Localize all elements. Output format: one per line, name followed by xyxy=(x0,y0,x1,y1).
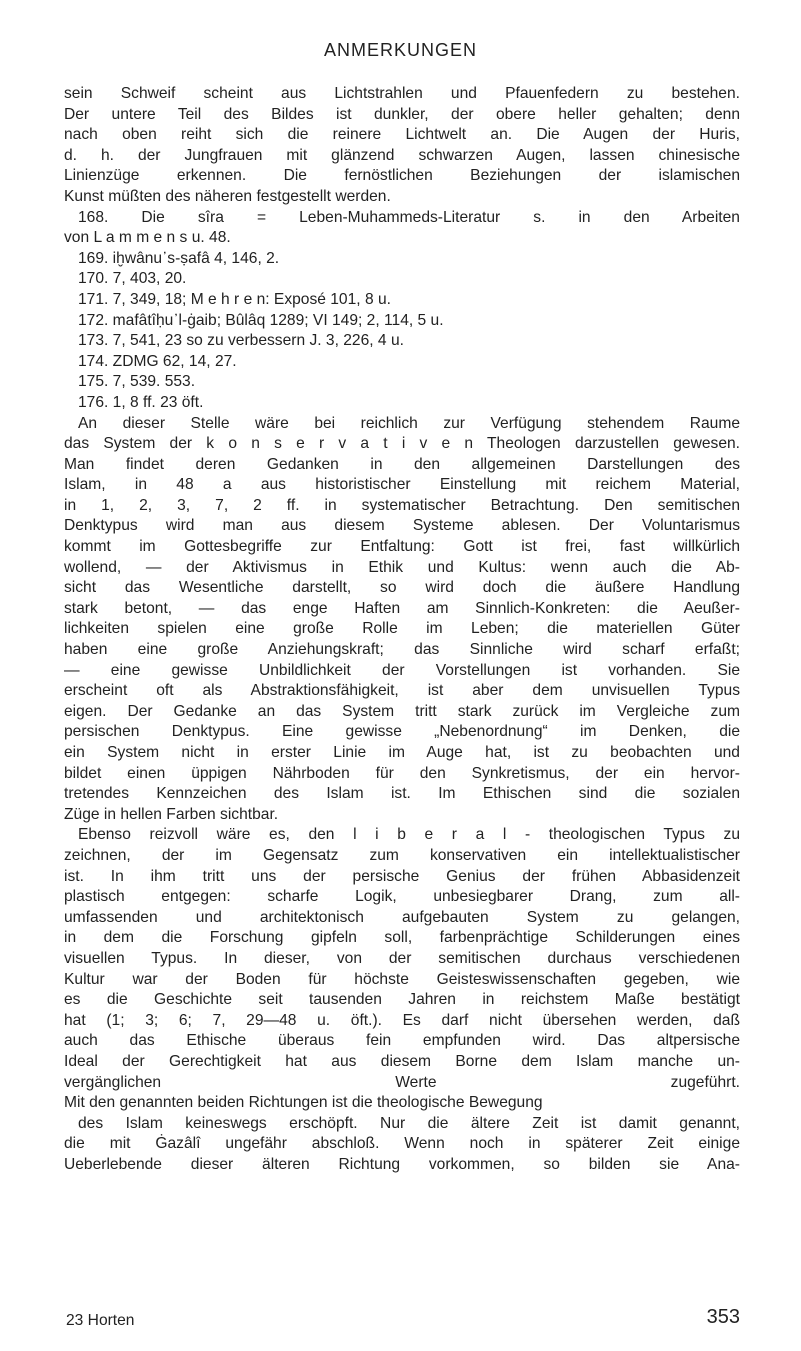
text-line: Ebenso reizvoll wäre es, den l i b e r a l - theologischen Typus zu xyxy=(78,826,740,844)
text-line: Man findet deren Gedanken in den allgemeinen Darstellungen des xyxy=(64,455,740,473)
text-line: es die Geschichte seit tausenden Jahren in reichstem Maße bestätigt xyxy=(64,991,740,1009)
text-line: An dieser Stelle wäre bei reichlich zur Verfügung stehendem Raume xyxy=(78,414,740,432)
text-line: Mit den genannten beiden Richtungen ist die theologische Bewegung xyxy=(64,1094,543,1112)
printer-signature: 23 Horten xyxy=(66,1312,135,1329)
text-line: Kultur war der Boden für höchste Geisteswissenschaften gegeben, wie xyxy=(64,970,740,988)
text-line: vergänglichen Werte zugeführt. xyxy=(64,1073,740,1091)
text-line: des Islam keineswegs erschöpft. Nur die ältere Zeit ist damit genannt, xyxy=(78,1114,740,1132)
text-line: in 1, 2, 3, 7, 2 ff. in systematischer Betrachtung. Den semitischen xyxy=(64,496,740,514)
text-line: Ueberlebende dieser älteren Richtung vorkommen, so bilden sie Ana- xyxy=(64,1155,740,1173)
text-line: zeichnen, der im Gegensatz zum konservativen ein intellektualistischer xyxy=(64,846,740,864)
text-line: d. h. der Jungfrauen mit glänzend schwarzen Augen, lassen chinesische xyxy=(64,146,740,164)
text-line: haben eine große Anziehungskraft; das Sinnliche wird scharf erfaßt; xyxy=(64,641,740,659)
text-line: bildet einen üppigen Nährboden für den Synkretismus, der ein hervor- xyxy=(64,764,740,782)
text-line: stark betont, — das enge Haften am Sinnlich-Konkreten: die Aeußer- xyxy=(64,599,740,617)
text-line: Züge in hellen Farben sichtbar. xyxy=(64,805,279,823)
text-line: umfassenden und architektonisch aufgebauten System zu gelangen, xyxy=(64,908,740,926)
text-line: — eine gewisse Unbildlichkeit der Vorstellungen ist vorhanden. Sie xyxy=(64,661,740,679)
text-line: 176. 1, 8 ff. 23 öft. xyxy=(78,393,204,411)
text-line: die mit Ġazâlî ungefähr abschloß. Wenn noch in späterer Zeit einige xyxy=(64,1135,740,1153)
text-line: visuellen Typus. In dieser, von der semitischen durchaus verschiedenen xyxy=(64,949,740,967)
text-line: tretendes Kennzeichen des Islam ist. Im Ethischen sind die sozialen xyxy=(64,785,740,803)
text-line: Ideal der Gerechtigkeit hat aus diesem Borne dem Islam manche un- xyxy=(64,1052,740,1070)
text-line: Linienzüge erkennen. Die fernöstlichen Beziehungen der islamischen xyxy=(64,167,740,185)
text-line: auch das Ethische überaus fein empfunden wird. Das altpersische xyxy=(64,1032,740,1050)
text-line: Der untere Teil des Bildes ist dunkler, der obere heller gehalten; denn xyxy=(64,105,740,123)
text-line: das System der k o n s e r v a t i v e n Theologen darzustellen gewesen. xyxy=(64,435,740,453)
text-line: 172. mafâtîḥu᾿l-ġaib; Bûlâq 1289; VI 149; 2, 114, 5 u. xyxy=(78,311,444,329)
text-line: kommt im Gottesbegriffe zur Entfaltung: Gott ist frei, fast willkürlich xyxy=(64,538,740,556)
body-text xyxy=(64,84,740,1175)
text-line: sicht das Wesentliche darstellt, so wird doch die äußere Handlung xyxy=(64,579,740,597)
running-header: ANMERKUNGEN xyxy=(323,40,477,60)
text-line: 173. 7, 541, 23 so zu verbessern J. 3, 226, 4 u. xyxy=(78,332,404,350)
text-line: 170. 7, 403, 20. xyxy=(78,270,187,288)
text-line: 174. ZDMG 62, 14, 27. xyxy=(78,352,237,370)
text-line: wollend, — der Aktivismus in Ethik und Kultus: wenn auch die Ab- xyxy=(64,558,740,576)
text-line: persischen Denktypus. Eine gewisse „Nebenordnung“ im Denken, die xyxy=(64,723,740,741)
text-line: 175. 7, 539. 553. xyxy=(78,373,196,391)
text-line: Denktypus wird man aus diesem Systeme ablesen. Der Voluntarismus xyxy=(64,517,740,535)
text-line: 168. Die sîra = Leben-Muhammeds-Literatur s. in den Arbeiten xyxy=(78,208,740,226)
text-line: sein Schweif scheint aus Lichtstrahlen und Pfauenfedern zu bestehen. xyxy=(64,85,740,102)
text-line: 171. 7, 349, 18; M e h r e n: Exposé 101, 8 u. xyxy=(78,290,391,308)
text-line: erscheint oft als Abstraktionsfähigkeit, ist aber dem unvisuellen Typus xyxy=(64,682,740,700)
text-line: ein System nicht in erster Linie im Auge hat, ist zu beobachten und xyxy=(64,744,740,761)
text-line: plastisch entgegen: scharfe Logik, unbesiegbarer Drang, zum all- xyxy=(64,888,740,906)
text-line: Islam, in 48 a aus historistischer Einstellung mit reichem Material, xyxy=(64,476,740,494)
text-line: in dem die Forschung gipfeln soll, farbenprächtige Schilderungen eines xyxy=(64,929,740,947)
text-line: Kunst müßten des näheren festgestellt werden. xyxy=(64,187,391,205)
text-line: nach oben reiht sich die reinere Lichtwelt an. Die Augen der Huris, xyxy=(64,126,740,144)
text-line: eigen. Der Gedanke an das System tritt stark zurück im Vergleiche zum xyxy=(64,702,740,720)
text-line: 169. iḫwânu᾿s-ṣafâ 4, 146, 2. xyxy=(78,249,280,267)
text-line: lichkeiten spielen eine große Rolle im Leben; die materiellen Güter xyxy=(64,620,740,638)
page-number: 353 xyxy=(706,1306,740,1328)
text-line: von L a m m e n s u. 48. xyxy=(64,229,231,247)
text-line: ist. In ihm tritt uns der persische Genius der frühen Abbasidenzeit xyxy=(64,867,740,885)
text-line: hat (1; 3; 6; 7, 29—48 u. öft.). Es darf nicht übersehen werden, daß xyxy=(64,1011,740,1029)
